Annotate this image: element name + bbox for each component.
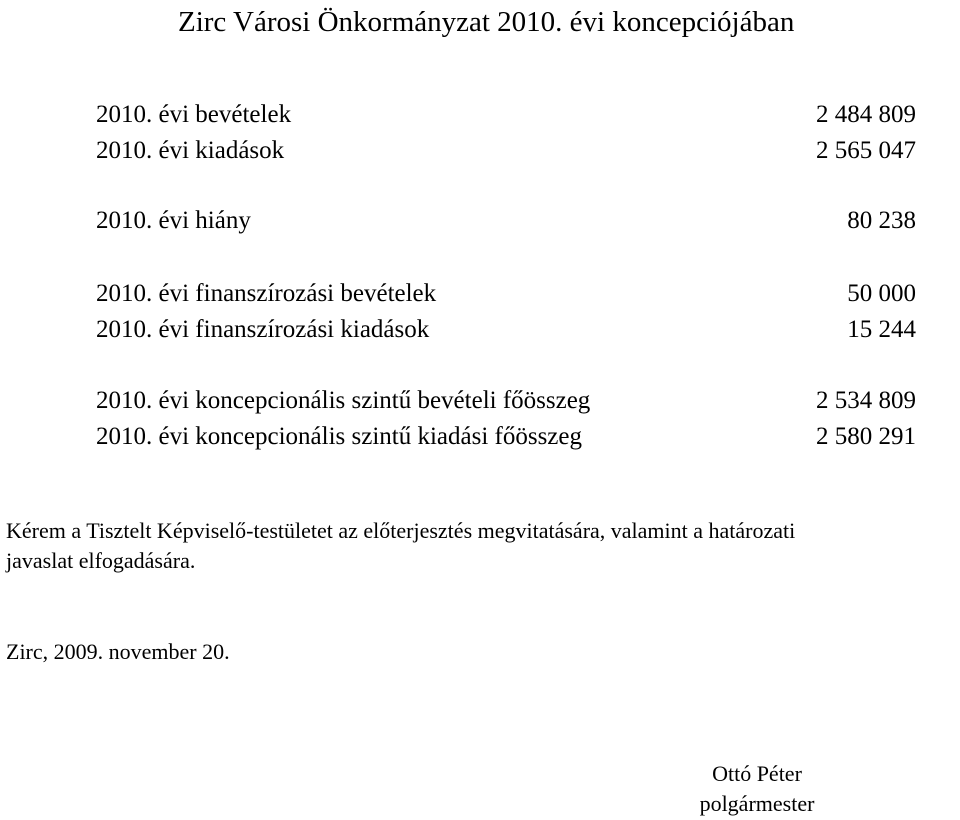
row-label: 2010. évi koncepcionális szintű kiadási főösszeg: [96, 423, 582, 450]
budget-row-expenditures: [96, 134, 916, 168]
budget-row-financing-expenditures: [96, 313, 916, 347]
signatory-role: polgármester: [699, 791, 815, 816]
row-value: 15 244: [847, 316, 916, 343]
row-value: 2 565 047: [816, 137, 916, 164]
document-title: Zirc Városi Önkormányzat 2010. évi koncepciójában: [178, 6, 795, 38]
row-label: 2010. évi koncepcionális szintű bevételi főösszeg: [96, 387, 591, 414]
signature-block: [682, 759, 832, 819]
request-line: Kérem a Tisztelt Képviselő-testületet az előterjesztés megvitatására, valamint a határozati: [6, 518, 796, 543]
row-value: 50 000: [847, 280, 916, 307]
row-label: 2010. évi finanszírozási bevételek: [96, 280, 437, 307]
budget-row-total-revenue: [96, 384, 916, 418]
row-label: 2010. évi hiány: [96, 207, 251, 234]
row-label: 2010. évi bevételek: [96, 101, 292, 128]
place-and-date: Zirc, 2009. november 20.: [6, 639, 230, 664]
row-label: 2010. évi kiadások: [96, 137, 285, 164]
budget-row-revenues: [96, 98, 916, 132]
budget-row-total-expenditure: [96, 420, 916, 454]
signatory-name: Ottó Péter: [712, 761, 802, 786]
request-paragraph: [6, 516, 960, 576]
row-value: 2 580 291: [816, 423, 916, 450]
row-value: 2 484 809: [816, 101, 916, 128]
budget-row-financing-revenues: [96, 277, 916, 311]
budget-row-deficit: [96, 204, 916, 238]
row-value: 2 534 809: [816, 387, 916, 414]
row-label: 2010. évi finanszírozási kiadások: [96, 316, 430, 343]
request-line: javaslat elfogadására.: [6, 548, 196, 573]
row-value: 80 238: [847, 207, 916, 234]
